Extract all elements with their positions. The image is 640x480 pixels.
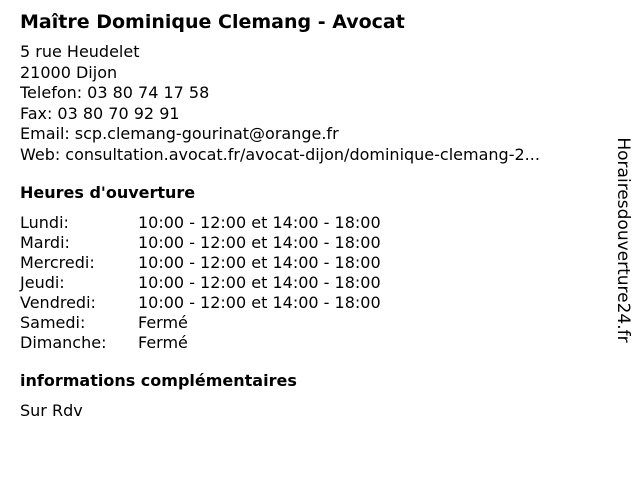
web-link[interactable]: consultation.avocat.fr/avocat-dijon/dominique-clemang-2... (65, 144, 540, 164)
day-label: Mercredi: (20, 253, 95, 272)
fax-label: Fax: (20, 103, 53, 123)
web-label: Web: (20, 144, 61, 164)
business-card (20, 8, 610, 421)
fax-line (20, 104, 610, 125)
extra-info-text: Sur Rdv (20, 401, 83, 420)
day-label: Jeudi: (20, 273, 65, 292)
web-line (20, 145, 610, 166)
phone-line (20, 83, 610, 104)
phone-label: Telefon: (20, 83, 83, 102)
fax-number: 03 80 70 92 91 (57, 103, 180, 123)
hours-heading: Heures d'ouverture (20, 183, 196, 202)
hours-row (20, 333, 381, 353)
email-link[interactable]: scp.clemang-gourinat@orange.fr (74, 124, 339, 143)
day-label: Samedi: (20, 313, 86, 332)
email-line (20, 124, 610, 145)
day-label: Dimanche: (20, 333, 107, 352)
hours-row (20, 233, 381, 253)
day-label: Mardi: (20, 233, 70, 252)
hours-row (20, 253, 381, 273)
day-hours: Fermé (138, 333, 188, 352)
site-brand-vertical[interactable]: Horairesdouverture24.fr (613, 137, 633, 343)
hours-table (20, 213, 381, 353)
hours-row (20, 213, 381, 233)
extra-info-heading: informations complémentaires (20, 371, 297, 390)
day-hours: 10:00 - 12:00 et 14:00 - 18:00 (138, 233, 381, 252)
hours-row (20, 313, 381, 333)
business-title: Maître Dominique Clemang - Avocat (20, 11, 405, 33)
phone-number[interactable]: 03 80 74 17 58 (87, 83, 210, 102)
email-label: Email: (20, 124, 70, 143)
day-hours: 10:00 - 12:00 et 14:00 - 18:00 (138, 293, 381, 312)
hours-row (20, 273, 381, 293)
day-hours: Fermé (138, 313, 188, 332)
day-label: Vendredi: (20, 293, 96, 312)
day-hours: 10:00 - 12:00 et 14:00 - 18:00 (138, 273, 381, 292)
hours-row (20, 293, 381, 313)
city-address: 21000 Dijon (20, 62, 118, 82)
street-address: 5 rue Heudelet (20, 42, 140, 61)
day-hours: 10:00 - 12:00 et 14:00 - 18:00 (138, 253, 381, 272)
day-label: Lundi: (20, 213, 69, 232)
day-hours: 10:00 - 12:00 et 14:00 - 18:00 (138, 213, 381, 232)
